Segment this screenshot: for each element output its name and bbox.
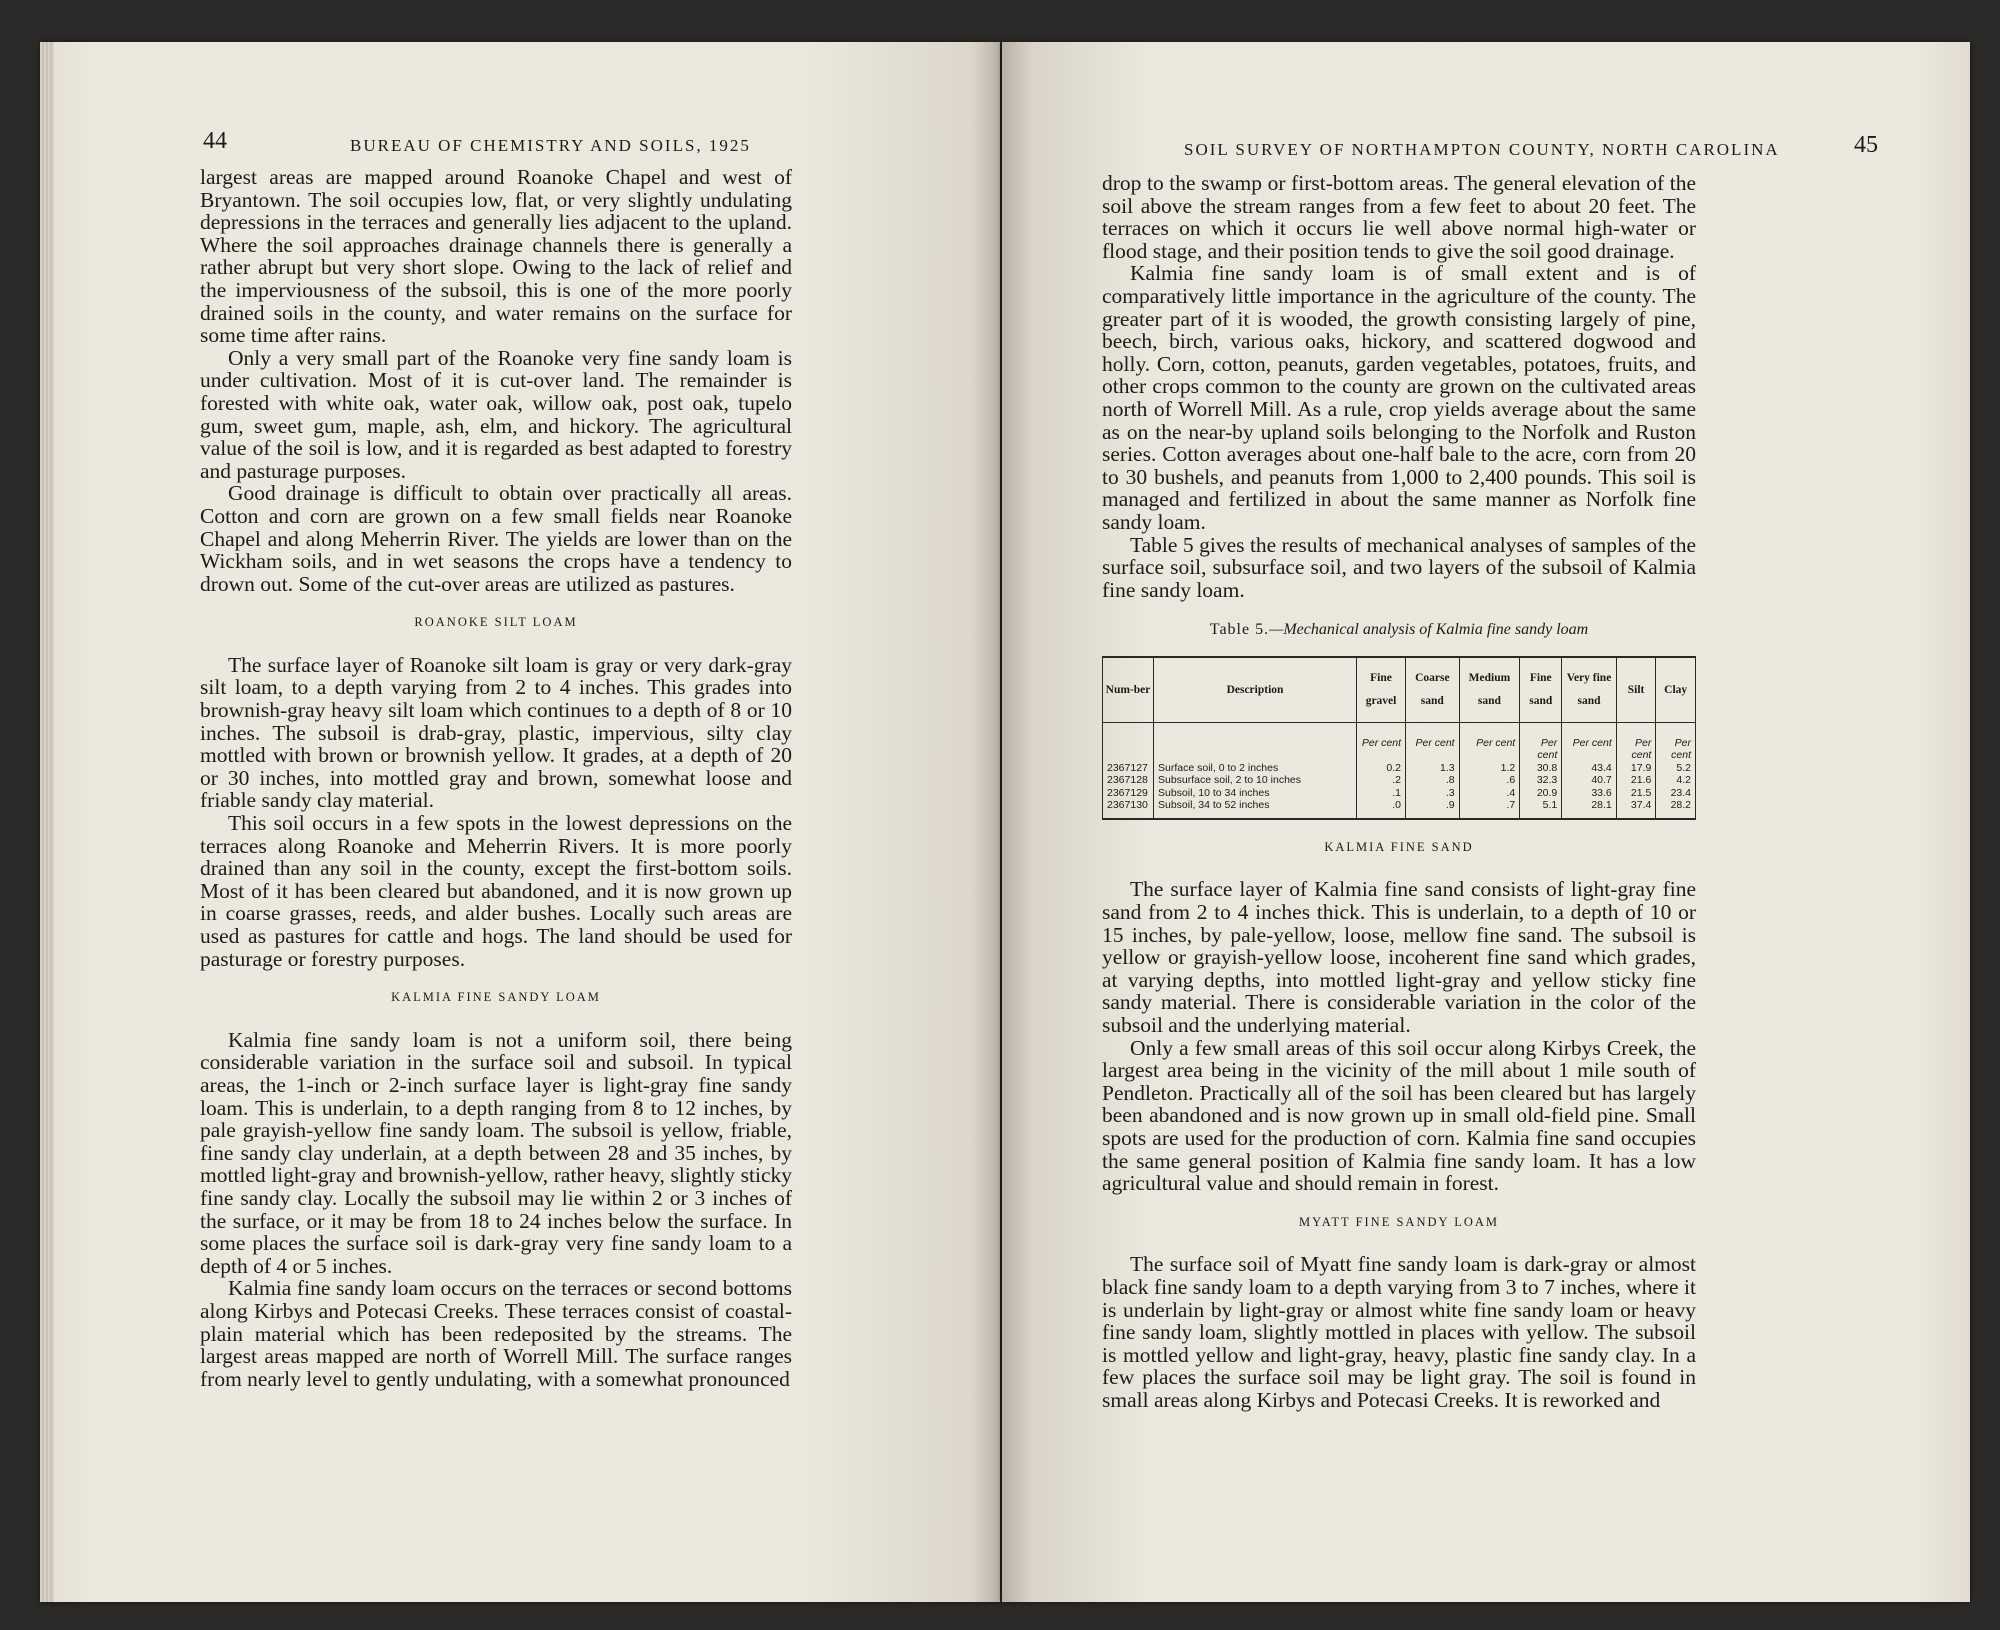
- page-edges: [40, 42, 54, 1602]
- sample-description: Subsoil, 10 to 34 inches: [1154, 787, 1357, 800]
- table-cell: 20.9: [1520, 787, 1562, 800]
- unit-cell: Per cent: [1459, 722, 1520, 762]
- paragraph: The surface layer of Kalmia fine sand consists of light-gray fine sand from 2 to 4 inches thick. This is underlain, to a depth of 10 or 15 inches, by pale-yellow, loose, mellow fine sand. The subsoil is yellow or grayish-yellow loose, incoherent fine sand which grades, at varying depths, into mottled light-gray and yellow sticky fine sandy material. There is considerable variation in the color of the subsoil and the underlying material.: [1102, 877, 1696, 1038]
- table-cell: 23.4: [1656, 787, 1696, 800]
- table-cell: 17.9: [1616, 762, 1656, 775]
- column-header: Fine sand: [1520, 657, 1562, 723]
- table-cell: 5.2: [1656, 762, 1696, 775]
- column-header: Silt: [1616, 657, 1656, 723]
- unit-cell: Per cent: [1520, 722, 1562, 762]
- right-page: [1002, 42, 1970, 1602]
- table-cell: 40.7: [1562, 774, 1617, 787]
- table-cell: 21.5: [1616, 787, 1656, 800]
- table-cell: 28.1: [1562, 799, 1617, 819]
- column-header: Clay: [1656, 657, 1696, 723]
- paragraph: Table 5 gives the results of mechanical analyses of samples of the surface soil, subsurface soil, and two layers of the subsoil of Kalmia fine sandy loam.: [1102, 532, 1696, 602]
- paragraph: Kalmia fine sandy loam occurs on the terraces or second bottoms along Kirbys and Potecasi Creeks. These terraces consist of coastal-plain material which has been redeposited by the streams. The largest areas mapped are north of Worrell Mill. The surface ranges from nearly level to gently undulating, with a somewhat pronounced: [200, 1276, 792, 1391]
- table-cell: 4.2: [1656, 774, 1696, 787]
- column-header: Medium sand: [1459, 657, 1520, 723]
- table-cell: .1: [1357, 787, 1406, 800]
- right-text: [1102, 172, 1696, 1412]
- table-cell: .2: [1357, 774, 1406, 787]
- table-row: [1103, 774, 1696, 787]
- table-cell: 21.6: [1616, 774, 1656, 787]
- column-header: Coarse sand: [1406, 657, 1460, 723]
- unit-cell: Per cent: [1562, 722, 1617, 762]
- unit-cell: Per cent: [1357, 722, 1406, 762]
- table-cell: .8: [1406, 774, 1460, 787]
- table-row: [1103, 787, 1696, 800]
- unit-cell: Per cent: [1406, 722, 1460, 762]
- page-number: 45: [1854, 132, 1878, 158]
- table-cell: .4: [1459, 787, 1520, 800]
- table-header-row: [1103, 657, 1696, 723]
- column-header: Description: [1154, 657, 1357, 723]
- section-heading: KALMIA FINE SANDY LOAM: [391, 990, 601, 1005]
- section-heading: KALMIA FINE SAND: [1324, 839, 1474, 854]
- column-header: Fine gravel: [1357, 657, 1406, 723]
- table-cell: 37.4: [1616, 799, 1656, 819]
- left-text: [200, 166, 792, 1390]
- table-cell: 0.2: [1357, 762, 1406, 775]
- table-caption-label: Table 5.: [1209, 621, 1270, 639]
- table-cell: 1.3: [1406, 762, 1460, 775]
- units-row: [1103, 722, 1696, 762]
- page-number: 44: [203, 128, 227, 154]
- running-head: SOIL SURVEY OF NORTHAMPTON COUNTY, NORTH CAROLINA: [1184, 140, 1780, 159]
- table-caption: [1102, 619, 1696, 642]
- sample-description: Surface soil, 0 to 2 inches: [1154, 762, 1357, 775]
- paragraph: largest areas are mapped around Roanoke Chapel and west of Bryantown. The soil occupies low, flat, or very slightly undulating depressions in the terraces and generally lies adjacent to the upland. Where the soil approaches drainage channels there is generally a rather abrupt but very short slope. Owing to the lack of relief and the imperviousness of the subsoil, this is one of the more poorly drained soils in the county, and water remains on the surface for some time after rains.: [200, 165, 792, 348]
- table-cell: 43.4: [1562, 762, 1617, 775]
- table-cell: 33.6: [1562, 787, 1617, 800]
- column-header: Very fine sand: [1562, 657, 1617, 723]
- table-cell: .6: [1459, 774, 1520, 787]
- paragraph: Good drainage is difficult to obtain over practically all areas. Cotton and corn are grown on a few small fields near Roanoke Chapel and along Meherrin River. The yields are lower than on the Wickham soils, and in wet seasons the crops have a tendency to drown out. Some of the cut-over areas are utilized as pastures.: [200, 481, 792, 596]
- unit-cell: Per cent: [1656, 722, 1696, 762]
- paragraph: This soil occurs in a few spots in the lowest depressions on the terraces along Roanoke and Meherrin Rivers. It is more poorly drained than any soil in the county, except the first-bottom soils. Most of it has been cleared but abandoned, and it is now grown up in coarse grasses, reeds, and alder bushes. Locally such areas are used as pastures for cattle and hogs. The land should be used for pasturage or forestry purposes.: [200, 811, 792, 971]
- section-heading: ROANOKE SILT LOAM: [414, 615, 578, 630]
- paragraph: Only a few small areas of this soil occur along Kirbys Creek, the largest area being in the vicinity of the mill about 1 mile south of Pendleton. Practically all of the soil has been cleared but has largely been abandoned and is now grown up in small old-field pine. Small spots are used for the production of corn. Kalmia fine sand occupies the same general position of Kalmia fine sandy loam. It has a low agricultural value and should remain in forest.: [1102, 1035, 1696, 1196]
- table-row: [1103, 799, 1696, 819]
- column-header: Num-ber: [1103, 657, 1154, 723]
- sample-number: 2367128: [1103, 774, 1154, 787]
- paragraph: The surface soil of Myatt fine sandy loam is dark-gray or almost black fine sandy loam to a depth varying from 3 to 7 inches, where it is underlain by light-gray or almost white fine sandy loam or heavy fine sandy loam, slightly mottled in places with yellow. The subsoil is mottled yellow and light-gray, heavy, plastic fine sandy clay. In a few places the surface soil may be light gray. The soil is found in small areas along Kirbys and Potecasi Creeks. It is reworked and: [1102, 1252, 1696, 1412]
- paragraph: Kalmia fine sandy loam is of small extent and is of comparatively little importance in the agriculture of the county. The greater part of it is wooded, the growth consisting largely of pine, beech, birch, various oaks, hickory, and scattered dogwood and holly. Corn, cotton, peanuts, garden vegetables, potatoes, fruits, and other crops common to the county are grown on the cultivated areas north of Worrell Mill. As a rule, crop yields average about the same as on the near-by upland soils belonging to the Norfolk and Ruston series. Cotton averages about one-half bale to the acre, corn from 20 to 30 bushels, and peanuts from 1,000 to 2,400 pounds. This soil is managed and fertilized in about the same manner as Norfolk fine sandy loam.: [1102, 261, 1696, 534]
- table-cell: 32.3: [1520, 774, 1562, 787]
- table-caption-title: —Mechanical analysis of Kalmia fine sandy loam: [1269, 621, 1589, 639]
- paragraph: The surface layer of Roanoke silt loam is gray or very dark-gray silt loam, to a depth varying from 2 to 4 inches. This grades into brownish-gray heavy silt loam which continues to a depth of 8 or 10 inches. The subsoil is drab-gray, plastic, impervious, silty clay mottled with brown or brownish yellow. It grades, at a depth of 20 or 30 inches, into mottled gray and brown, somewhat loose and friable sandy clay material.: [200, 652, 792, 813]
- sample-number: 2367129: [1103, 787, 1154, 800]
- book-spread: [40, 42, 1970, 1602]
- table-cell: 28.2: [1656, 799, 1696, 819]
- table-cell: 5.1: [1520, 799, 1562, 819]
- table-cell: .7: [1459, 799, 1520, 819]
- running-head: BUREAU OF CHEMISTRY AND SOILS, 1925: [350, 136, 751, 155]
- sample-description: Subsoil, 34 to 52 inches: [1154, 799, 1357, 819]
- table-cell: 30.8: [1520, 762, 1562, 775]
- section-heading: MYATT FINE SANDY LOAM: [1299, 1214, 1499, 1229]
- table-cell: .9: [1406, 799, 1460, 819]
- paragraph: Kalmia fine sandy loam is not a uniform soil, there being considerable variation in the surface soil and subsoil. In typical areas, the 1-inch or 2-inch surface layer is light-gray fine sandy loam. This is underlain, to a depth ranging from 8 to 12 inches, by pale grayish-yellow fine sandy loam. The subsoil is yellow, friable, fine sandy clay underlain, at a depth between 28 and 35 inches, by mottled light-gray and brownish-yellow, rather heavy, slightly sticky fine sandy clay. Locally the subsoil may lie within 2 or 3 inches of the surface, or it may be from 18 to 24 inches below the surface. In some places the surface soil is dark-gray very fine sandy loam to a depth of 4 or 5 inches.: [200, 1027, 792, 1278]
- paragraph: Only a very small part of the Roanoke very fine sandy loam is under cultivation. Most of it is cut-over land. The remainder is forested with white oak, water oak, willow oak, post oak, tupelo gum, sweet gum, maple, ash, elm, and hickory. The agricultural value of the soil is low, and it is regarded as best adapted to forestry and pasturage purposes.: [200, 345, 792, 483]
- mechanical-analysis-table: [1102, 656, 1696, 820]
- table-cell: 1.2: [1459, 762, 1520, 775]
- unit-cell: Per cent: [1616, 722, 1656, 762]
- sample-number: 2367130: [1103, 799, 1154, 819]
- table-cell: .0: [1357, 799, 1406, 819]
- sample-description: Subsurface soil, 2 to 10 inches: [1154, 774, 1357, 787]
- left-page: [40, 42, 1000, 1602]
- table-row: [1103, 762, 1696, 775]
- sample-number: 2367127: [1103, 762, 1154, 775]
- table-cell: .3: [1406, 787, 1460, 800]
- paragraph: drop to the swamp or first-bottom areas. The general elevation of the soil above the stream ranges from a few feet to about 20 feet. The terraces on which it occurs lie well above normal high-water or flood stage, and their position tends to give the soil good drainage.: [1102, 171, 1696, 263]
